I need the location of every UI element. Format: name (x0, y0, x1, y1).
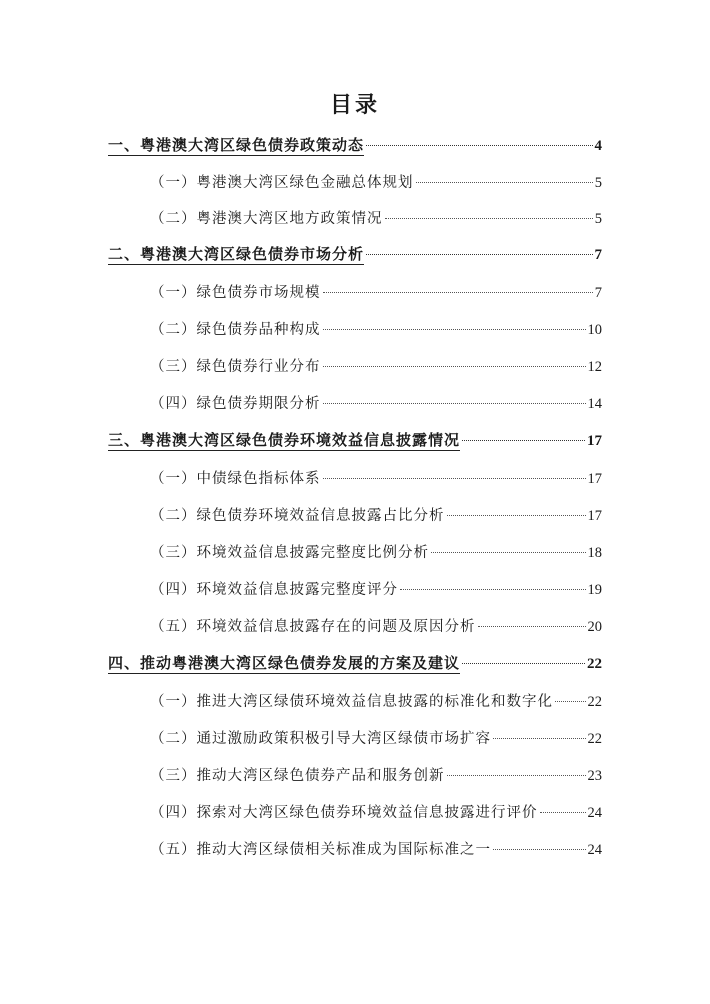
toc-entry-page: 7 (594, 247, 602, 263)
toc-entry-label: （三）环境效益信息披露完整度比例分析 (150, 545, 429, 561)
toc-entry-page: 22 (587, 694, 602, 710)
toc-entry-label: （五）环境效益信息披露存在的问题及原因分析 (150, 619, 476, 635)
toc-entry[interactable] (150, 764, 602, 788)
toc-entry-label: 四、推动粤港澳大湾区绿色债券发展的方案及建议 (108, 654, 461, 672)
toc-entry-page: 17 (587, 471, 602, 487)
toc-entry[interactable] (150, 541, 602, 565)
toc-entry[interactable] (150, 281, 602, 305)
toc-entry[interactable] (108, 134, 602, 158)
toc-leader-dots (366, 145, 592, 146)
toc-entry[interactable] (150, 727, 602, 751)
toc-entry[interactable] (150, 504, 602, 528)
toc-entry-page: 5 (594, 211, 602, 227)
toc-leader-dots (385, 218, 593, 219)
toc-entry-page: 24 (587, 842, 602, 858)
toc-entry[interactable] (108, 652, 602, 676)
toc-entry-page: 17 (587, 508, 602, 524)
toc-entry-page: 24 (587, 805, 602, 821)
toc-leader-dots (416, 182, 593, 183)
toc-entry-page: 7 (594, 285, 602, 301)
toc-leader-dots (323, 403, 586, 404)
toc-entry[interactable] (108, 429, 602, 453)
toc-leader-dots (540, 812, 586, 813)
toc-entry-page: 22 (587, 656, 602, 672)
toc-entry-page: 4 (594, 138, 602, 154)
toc-entry[interactable] (150, 392, 602, 416)
toc-leader-dots (462, 440, 585, 441)
toc-entry-page: 20 (587, 619, 602, 635)
toc-entry-label: （四）探索对大湾区绿色债券环境效益信息披露进行评价 (150, 805, 538, 821)
toc-entry-page: 23 (587, 768, 602, 784)
toc-entry-page: 18 (587, 545, 602, 561)
toc-entry-page: 14 (587, 396, 602, 412)
toc-entry-label: （二）粤港澳大湾区地方政策情况 (150, 211, 383, 227)
toc-entry-label: （三）推动大湾区绿色债券产品和服务创新 (150, 768, 445, 784)
toc-entry-label: （二）绿色债券环境效益信息披露占比分析 (150, 508, 445, 524)
toc-leader-dots (493, 849, 586, 850)
toc-entry-label: （四）绿色债券期限分析 (150, 396, 321, 412)
toc-leader-dots (555, 701, 586, 702)
toc-entry[interactable] (150, 838, 602, 862)
toc-entry-label: 二、粤港澳大湾区绿色债券市场分析 (108, 245, 365, 263)
toc-entry-label: （三）绿色债券行业分布 (150, 359, 321, 375)
toc-leader-dots (447, 775, 586, 776)
toc-leader-dots (400, 589, 586, 590)
toc-entry-label: （一）推进大湾区绿债环境效益信息披露的标准化和数字化 (150, 694, 553, 710)
toc-entry[interactable] (108, 243, 602, 267)
toc-leader-dots (447, 515, 586, 516)
toc-entry-page: 12 (587, 359, 602, 375)
toc-entry-label: （一）绿色债券市场规模 (150, 285, 321, 301)
toc-leader-dots (323, 292, 593, 293)
toc-entry-label: （一）中债绿色指标体系 (150, 471, 321, 487)
toc-leader-dots (323, 478, 586, 479)
toc-entry[interactable] (150, 467, 602, 491)
toc-entry-page: 10 (587, 322, 602, 338)
toc-entry-page: 22 (587, 731, 602, 747)
toc-entry-label: （五）推动大湾区绿债相关标准成为国际标准之一 (150, 842, 491, 858)
toc-entry-label: （四）环境效益信息披露完整度评分 (150, 582, 398, 598)
toc-title: 目录 (329, 93, 380, 118)
toc-entry-page: 19 (587, 582, 602, 598)
toc-entry[interactable] (150, 171, 602, 195)
toc-entry-page: 5 (594, 175, 602, 191)
toc-entry-label: （二）绿色债券品种构成 (150, 322, 321, 338)
toc-leader-dots (478, 626, 586, 627)
toc-entry-label: （二）通过激励政策积极引导大湾区绿债市场扩容 (150, 731, 491, 747)
toc-leader-dots (493, 738, 586, 739)
toc-leader-dots (462, 663, 585, 664)
toc-entry-label: （一）粤港澳大湾区绿色金融总体规划 (150, 175, 414, 191)
toc-leader-dots (323, 329, 586, 330)
toc-entry[interactable] (150, 801, 602, 825)
toc-entry[interactable] (150, 355, 602, 379)
toc-leader-dots (366, 254, 592, 255)
toc-entry[interactable] (150, 690, 602, 714)
toc-entry[interactable] (150, 578, 602, 602)
toc-leader-dots (431, 552, 586, 553)
toc-entry-label: 一、粤港澳大湾区绿色债券政策动态 (108, 136, 365, 154)
toc-entry[interactable] (150, 207, 602, 231)
toc-entry[interactable] (150, 318, 602, 342)
toc-leader-dots (323, 366, 586, 367)
toc-entry[interactable] (150, 615, 602, 639)
toc-entry-page: 17 (587, 433, 602, 449)
toc-entry-label: 三、粤港澳大湾区绿色债券环境效益信息披露情况 (108, 431, 461, 449)
